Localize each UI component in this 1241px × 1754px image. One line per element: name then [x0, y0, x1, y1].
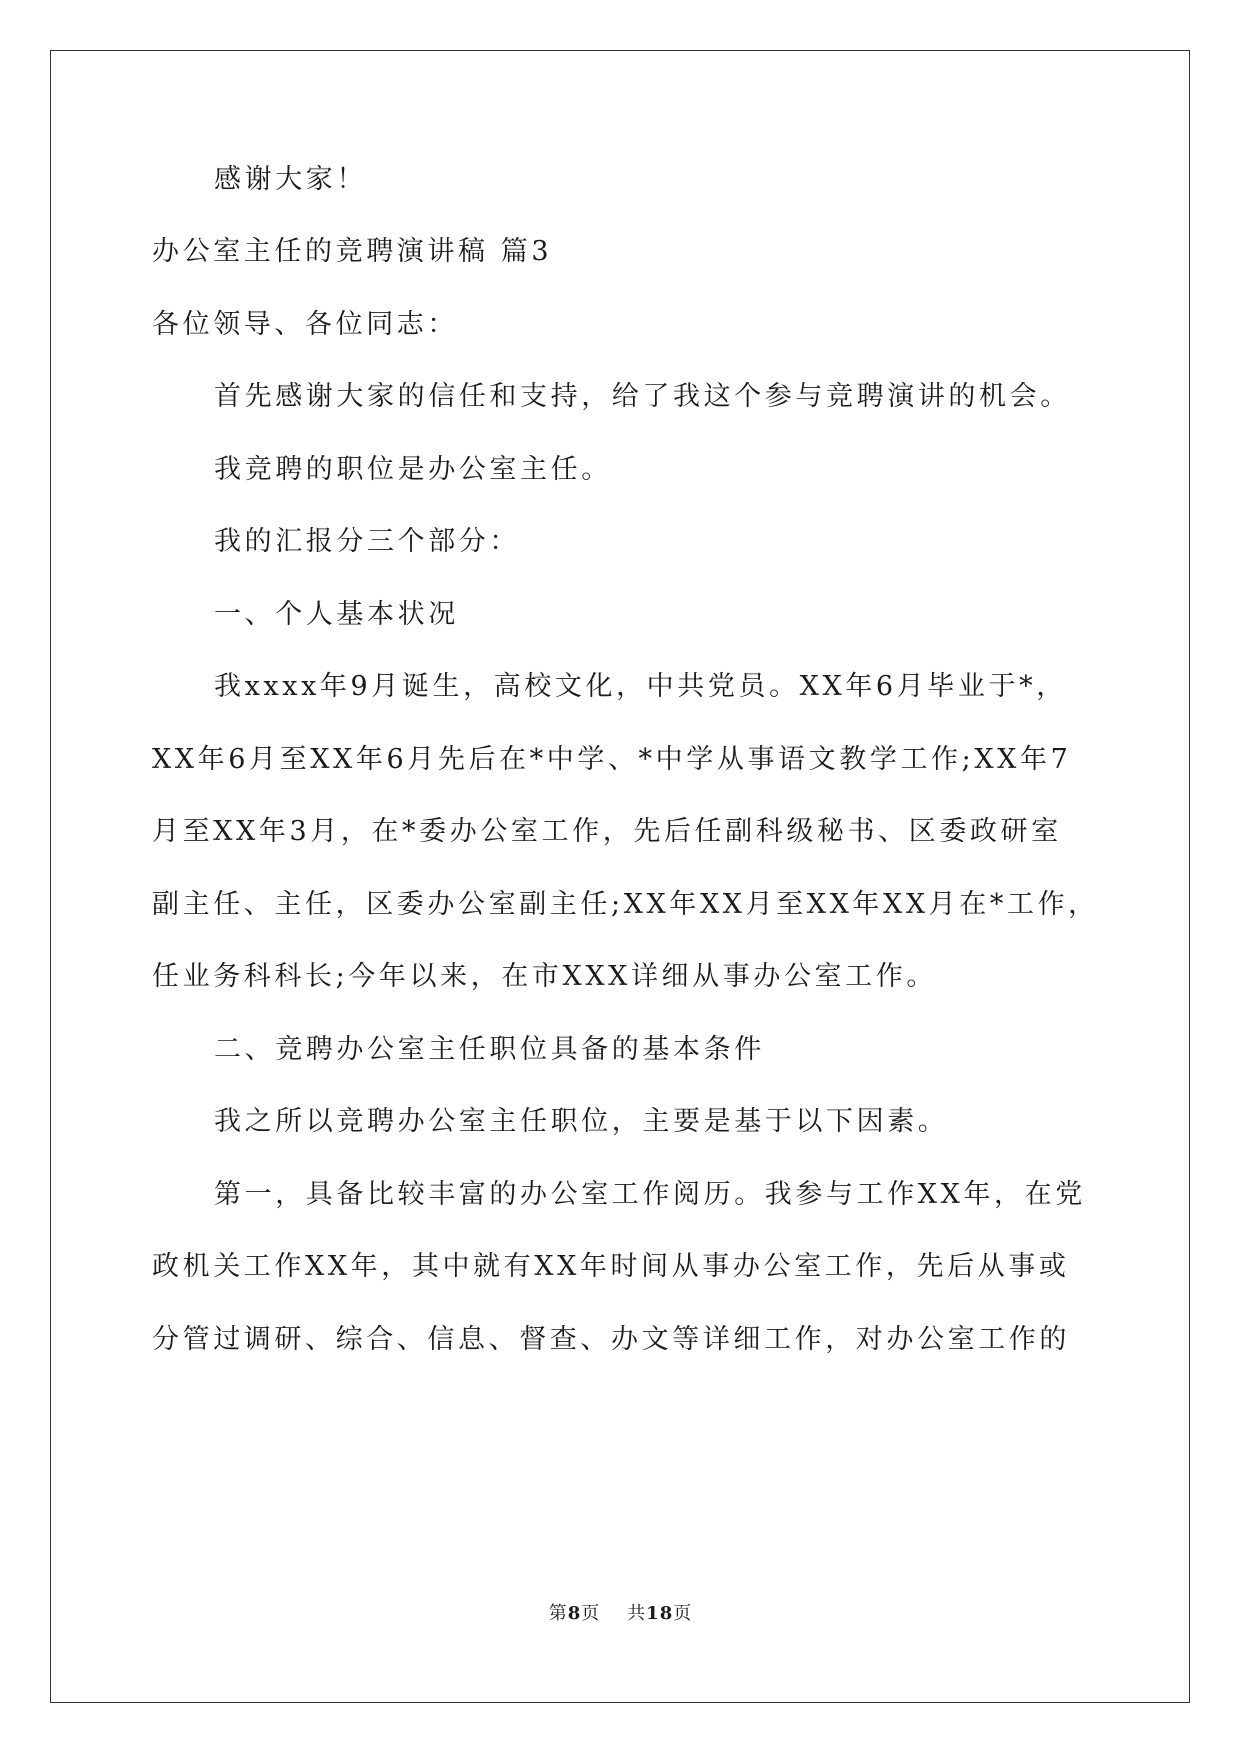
- subheading: 一、个人基本状况: [214, 599, 459, 630]
- page-footer: [0, 1603, 1241, 1625]
- page-border: [50, 50, 1190, 1703]
- paragraph-line: 政机关工作XX年，其中就有XX年时间从事办公室工作，先后从事或: [152, 1251, 1070, 1282]
- footer-prefix: 第: [548, 1603, 568, 1624]
- paragraph-line: 我竞聘的职位是办公室主任。: [214, 454, 612, 485]
- paragraph-line: 副主任、主任，区委办公室副主任;XX年XX月至XX年XX月在*工作，: [152, 889, 1099, 920]
- paragraph-line: 我之所以竞聘办公室主任职位，主要是基于以下因素。: [214, 1106, 949, 1137]
- salutation: 各位领导、各位同志：: [152, 309, 458, 340]
- paragraph-line: 任业务科科长;今年以来，在市XXX详细从事办公室工作。: [152, 961, 937, 992]
- footer-total-prefix: 共: [627, 1603, 647, 1624]
- footer-total-unit: 页: [673, 1603, 693, 1624]
- paragraph-line: 首先感谢大家的信任和支持，给了我这个参与竞聘演讲的机会。: [214, 381, 1071, 412]
- closing-line: 感谢大家！: [214, 164, 367, 195]
- footer-page-unit: 页: [581, 1603, 601, 1624]
- paragraph-line: 分管过调研、综合、信息、督查、办文等详细工作，对办公室工作的: [152, 1324, 1070, 1355]
- paragraph-line: 我xxxx年9月诞生，高校文化，中共党员。XX年6月毕业于*，: [214, 671, 1067, 702]
- current-page-number: 8: [567, 1603, 582, 1624]
- paragraph-line: XX年6月至XX年6月先后在*中学、*中学从事语文教学工作;XX年7: [152, 744, 1072, 775]
- paragraph-line: 第一，具备比较丰富的办公室工作阅历。我参与工作XX年，在党: [214, 1179, 1086, 1210]
- section-title: 办公室主任的竞聘演讲稿 篇3: [152, 236, 553, 267]
- total-page-count: 18: [646, 1603, 674, 1624]
- paragraph-line: 月至XX年3月，在*委办公室工作，先后任副科级秘书、区委政研室: [152, 816, 1062, 847]
- paragraph-line: 我的汇报分三个部分：: [214, 526, 520, 557]
- subheading: 二、竞聘办公室主任职位具备的基本条件: [214, 1034, 765, 1065]
